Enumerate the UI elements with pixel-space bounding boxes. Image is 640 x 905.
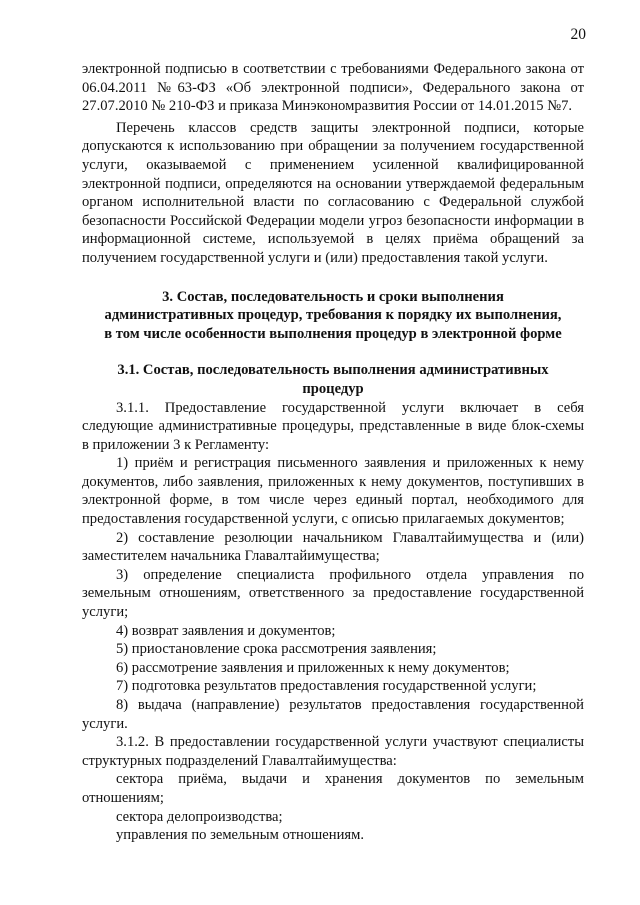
procedure-item-8: 8) выдача (направление) результатов предоставления государственной услуги.: [82, 697, 584, 732]
procedure-item-6: 6) рассмотрение заявления и приложенных к нему документов;: [116, 659, 510, 676]
procedure-item-5: 5) приостановление срока рассмотрения заявления;: [116, 641, 437, 658]
section-3-1-title-line-1: 3.1. Состав, последовательность выполнения административных: [117, 362, 549, 379]
signature-classes-paragraph: Перечень классов средств защиты электронной подписи, которые допускаются к использованию при обращении за получением государственной услуги, оказываемой с применением усиленной квалифицированной электронной подписи, определяются на основании утверждаемой федеральным органом исполнительной власти по согласованию с Федеральной службой безопасности Российской Федерации модели угроз безопасности информации в информационной системе, используемой в целях приёма обращений за получением государственной услуги и (или) предоставления такой услуги.: [82, 119, 584, 266]
section-3-title-line-2: административных процедур, требования к порядку их выполнения,: [104, 307, 562, 324]
document-body: [82, 60, 584, 845]
procedure-item-7: 7) подготовка результатов предоставления государственной услуги;: [116, 678, 537, 695]
section-3-title-line-3: в том числе особенности выполнения процедур в электронной форме: [104, 325, 562, 342]
paragraph-3-1-2: 3.1.2. В предоставлении государственной услуги участвуют специалисты структурных подразделений Главалтайимущества:: [82, 734, 584, 769]
procedure-item-2: 2) составление резолюции начальником Главалтайимущества и (или) заместителем начальника Главалтайимущества;: [82, 529, 584, 565]
procedure-item-1: 1) приём и регистрация письменного заявления и приложенных к нему документов, либо заявления, приложенных к нему документов, поступивших в электронной форме, в том числе через единый портал, необходимого для предоставления государственной услуги, с описью прилагаемых документов;: [82, 455, 584, 528]
procedure-item-3: 3) определение специалиста профильного отдела управления по земельным отношениям, ответственного за предоставление государственной услуги;: [82, 566, 584, 621]
paragraph-3-1-1: 3.1.1. Предоставление государственной услуги включает в себя следующие административные процедуры, представленные в виде блок-схемы в приложении 3 к Регламенту:: [82, 399, 584, 453]
participant-item-1: сектора приёма, выдачи и хранения документов по земельным отношениям;: [82, 771, 584, 806]
section-3-1-title-line-2: процедур: [302, 380, 364, 397]
spacer: [82, 343, 584, 361]
participant-item-3: управления по земельным отношениям.: [116, 827, 364, 844]
spacer: [82, 268, 584, 288]
procedure-item-4: 4) возврат заявления и документов;: [116, 622, 336, 639]
section-3-title-line-1: 3. Состав, последовательность и сроки выполнения: [162, 288, 504, 305]
page-number: 20: [570, 26, 586, 43]
intro-paragraph: электронной подписью в соответствии с требованиями Федерального закона от 06.04.2011 №63-ФЗ «Об электронной подписи», Федерального закона от 27.07.2010 № 210-ФЗ и приказа Минэкономразвития России от 14.01.2015 №7.: [82, 61, 584, 115]
participant-item-2: сектора делопроизводства;: [116, 808, 283, 825]
